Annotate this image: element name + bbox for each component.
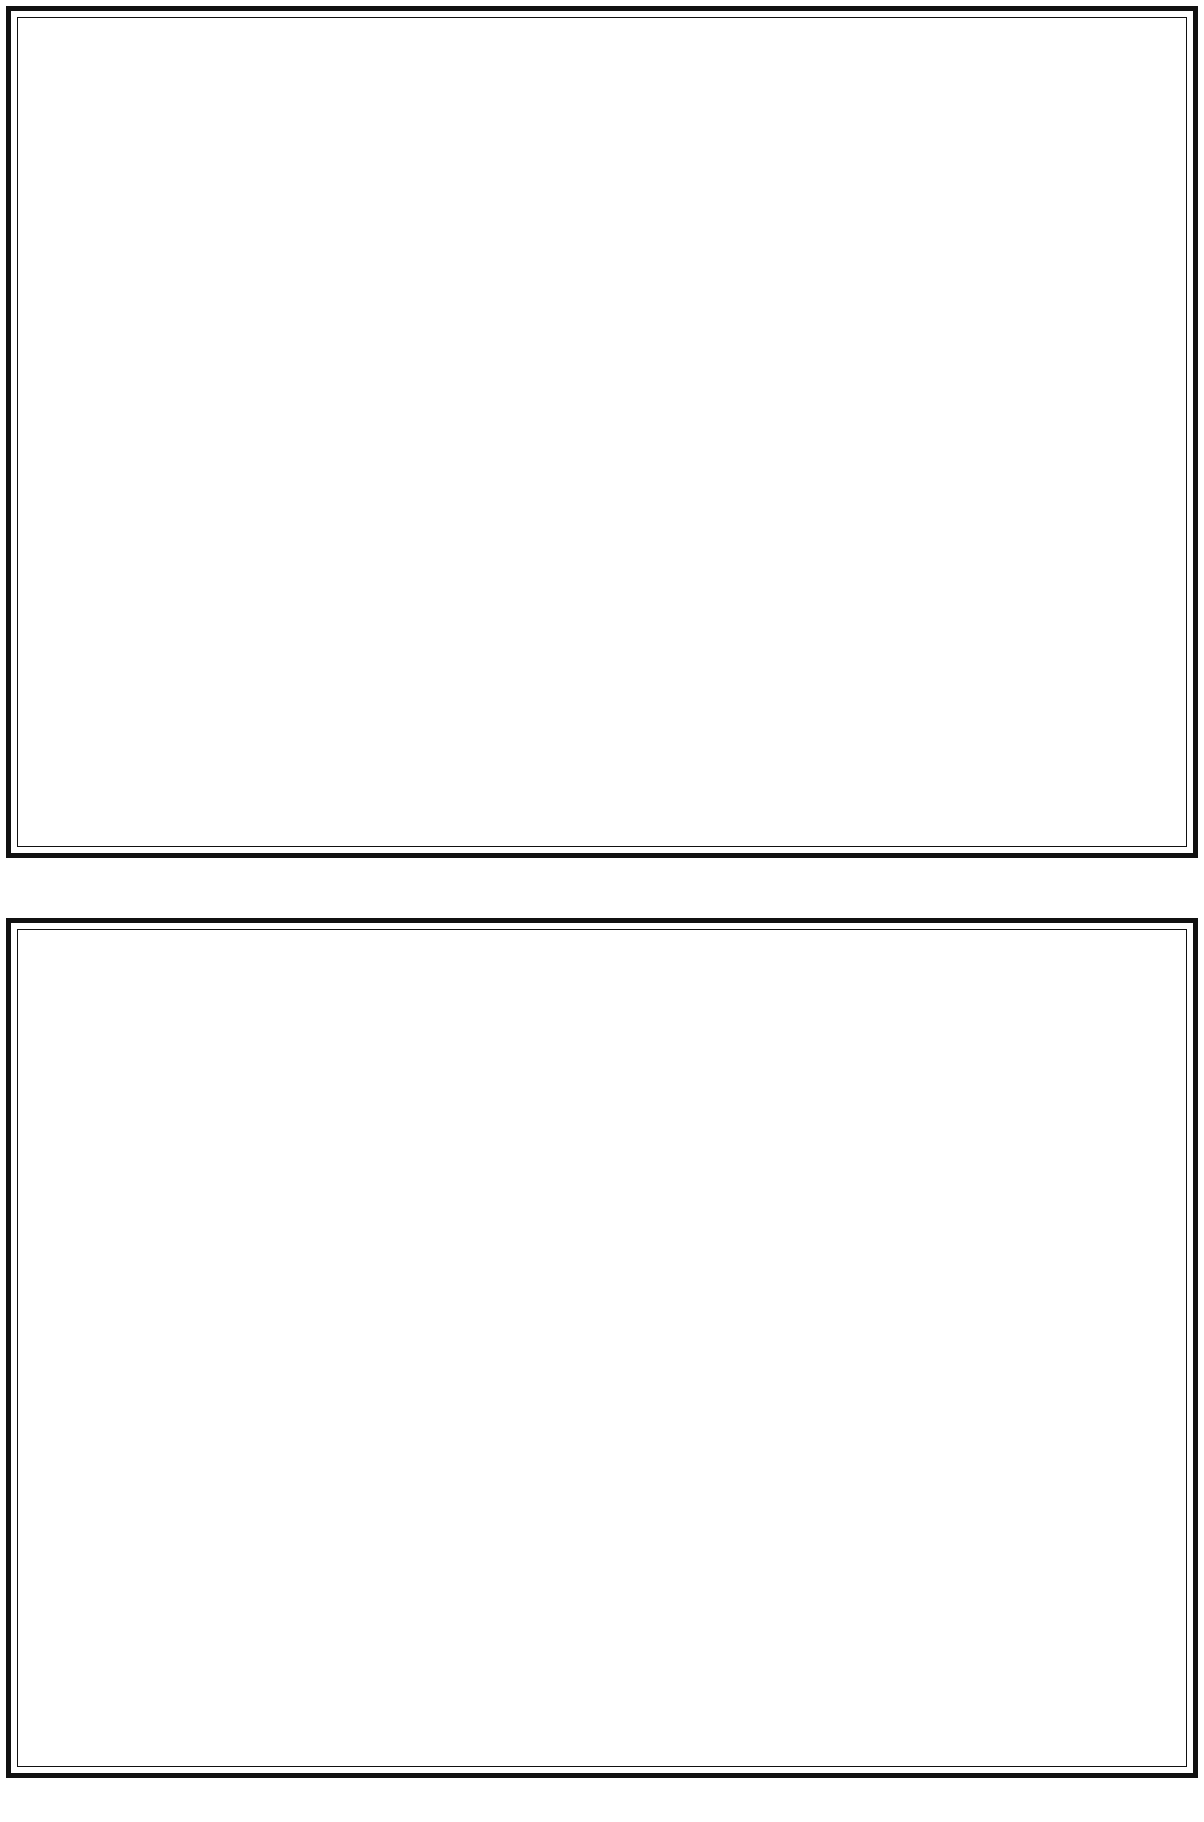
bottom-page xyxy=(6,918,1198,1778)
bottom-page-frame xyxy=(17,929,1187,1767)
top-page xyxy=(6,6,1198,858)
top-page-frame xyxy=(17,17,1187,847)
